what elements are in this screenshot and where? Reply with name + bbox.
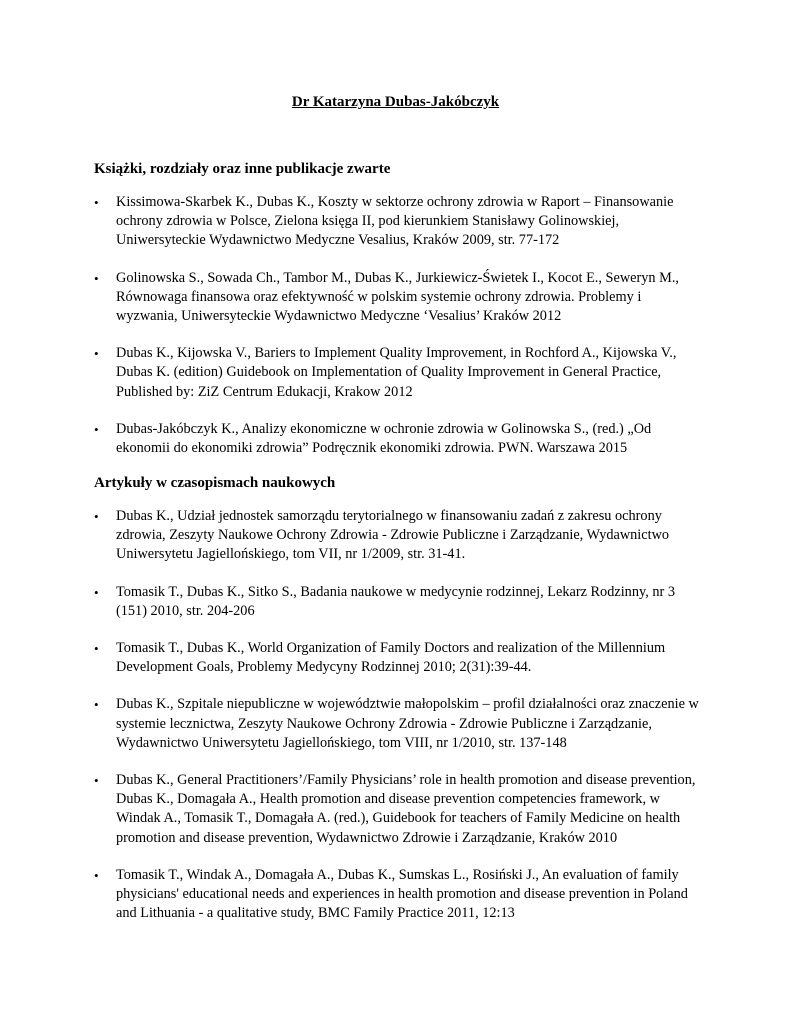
reference-line: (151) 2010, str. 204-206 [116, 602, 255, 619]
reference-line: and Lithuania - a qualitative study, BMC Family Practice 2011, 12:13 [116, 905, 515, 922]
reference-line: Dubas K. (edition) Guidebook on Implementation of Quality Improvement in General Practice, [116, 364, 662, 381]
list-item [94, 193, 714, 251]
bullet-icon: • [94, 584, 99, 600]
list-item [94, 771, 714, 848]
bullet-icon: • [94, 195, 99, 210]
reference-line: Golinowska S., Sowada Ch., Tambor M., Dubas K., Jurkiewicz-Świetek I., Kocot E., Seweryn M., [116, 269, 679, 286]
reference-line: Dubas K., Szpitale niepubliczne w województwie małopolskim – profil działalności oraz znaczenie w [116, 696, 699, 713]
reference-line: Tomasik T., Dubas K., World Organization of Family Doctors and realization of the Millennium [116, 640, 666, 657]
reference-line: Dubas K., Domagała A., Health promotion and disease prevention competencies framework, w [116, 791, 660, 808]
reference-line: Dubas K., Udział jednostek samorządu terytorialnego w finansowaniu zadań z zakresu ochrony [116, 508, 662, 524]
reference-line: Uniwersyteckie Wydawnictwo Medyczne Vesalius, Kraków 2009, str. 77-172 [116, 232, 560, 249]
reference-line: Published by: ZiZ Centrum Edukacji, Krakow 2012 [116, 383, 413, 400]
reference-line: Dubas-Jakóbczyk K., Analizy ekonomiczne w ochronie zdrowia w Golinowska S., (red.) „Od [116, 420, 652, 437]
list-item [94, 695, 714, 753]
document-title: Dr Katarzyna Dubas-Jakóbczyk [291, 94, 500, 110]
bullet-icon: • [94, 867, 99, 883]
books-list [94, 193, 714, 476]
reference-line: ochrony zdrowia w Polsce, Zielona księga II, pod kierunkiem Stanisławy Golinowskiej, [116, 213, 620, 230]
section-heading-articles: Artykuły w czasopismach naukowych [94, 475, 336, 491]
list-item [94, 344, 714, 402]
list-item [94, 507, 714, 565]
reference-line: Równowaga finansowa oraz efektywność w polskim systemie ochrony zdrowia. Problemy i [116, 288, 642, 305]
reference-line: Windak A., Tomasik T., Domagała A. (red.), Guidebook for teachers of Family Medicine on health [116, 810, 681, 827]
list-item [94, 420, 714, 458]
list-item [94, 866, 714, 924]
reference-line: ekonomii do ekonomiki zdrowia” Podręcznik ekonomiki zdrowia. PWN. Warszawa 2015 [116, 440, 628, 457]
reference-line: Dubas K., Kijowska V., Bariers to Implement Quality Improvement, in Rochford A., Kijowska V., [116, 345, 677, 362]
bullet-icon: • [94, 509, 99, 524]
reference-line: Uniwersytetu Jagiellońskiego, tom VII, nr 1/2009, str. 31-41. [116, 546, 466, 563]
bullet-icon: • [94, 270, 99, 286]
list-item [94, 269, 714, 327]
reference-line: Development Goals, Problemy Medycyny Rodzinnej 2010; 2(31):39-44. [116, 659, 532, 676]
reference-line: systemie lecznictwa, Zeszyty Naukowe Ochrony Zdrowia - Zdrowie Publiczne i Zarządzanie, [116, 715, 652, 732]
bullet-icon: • [94, 421, 99, 437]
reference-line: zdrowia, Zeszyty Naukowe Ochrony Zdrowia - Zdrowie Publiczne i Zarządzanie, Wydawnictwo [116, 527, 670, 544]
reference-line: promotion and disease prevention, Wydawnictwo Zdrowie i Zarządzanie, Kraków 2010 [116, 829, 618, 846]
bullet-icon: • [94, 697, 99, 713]
bullet-icon: • [94, 773, 99, 789]
reference-line: Tomasik T., Dubas K., Sitko S., Badania naukowe w medycynie rodzinnej, Lekarz Rodzinny, nr 3 [116, 583, 675, 600]
bullet-icon: • [94, 346, 99, 362]
reference-line: physicians' educational needs and experiences in health promotion and disease prevention in Poland [116, 886, 688, 903]
reference-line: Wydawnictwo Uniwersytetu Jagiellońskiego, tom VIII, nr 1/2010, str. 137-148 [116, 734, 567, 751]
list-item [94, 583, 714, 621]
reference-line: Tomasik T., Windak A., Domagała A., Dubas K., Sumskas L., Rosiński J., An evaluation of family [116, 866, 679, 883]
reference-line: Dubas K., General Practitioners’/Family Physicians’ role in health promotion and disease prevention, [116, 772, 696, 789]
bullet-icon: • [94, 641, 99, 657]
reference-line: wyzwania, Uniwersyteckie Wydawnictwo Medyczne ‘Vesalius’ Kraków 2012 [116, 308, 562, 325]
section-heading-books: Książki, rozdziały oraz inne publikacje zwarte [94, 161, 391, 177]
reference-line: Kissimowa-Skarbek K., Dubas K., Koszty w sektorze ochrony zdrowia w Raport – Finansowanie [116, 194, 674, 210]
articles-list [94, 507, 714, 941]
list-item [94, 639, 714, 677]
